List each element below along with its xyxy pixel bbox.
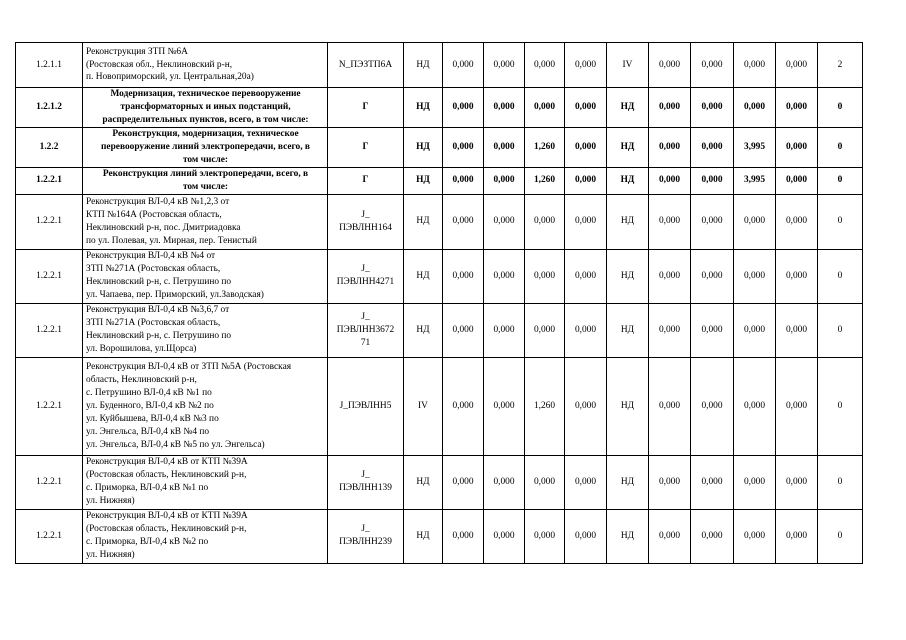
value-cell: 0,000 <box>734 249 776 303</box>
value-cell: 2 <box>818 43 863 88</box>
value-cell: 0,000 <box>484 509 525 563</box>
value-cell: НД <box>607 357 649 455</box>
value-cell: 0,000 <box>691 128 734 168</box>
value-cell: 0,000 <box>734 303 776 357</box>
value-cell: 0,000 <box>734 357 776 455</box>
value-cell: 0,000 <box>776 128 818 168</box>
row-number-cell: 1.2.2 <box>16 128 83 168</box>
value-cell: 0,000 <box>565 43 607 88</box>
value-cell: 0,000 <box>776 88 818 128</box>
value-cell: 0,000 <box>691 509 734 563</box>
value-cell: 0,000 <box>649 128 691 168</box>
value-cell: 0,000 <box>565 88 607 128</box>
investment-program-table <box>15 42 863 564</box>
value-cell: 0,000 <box>565 128 607 168</box>
value-cell: 0,000 <box>525 88 565 128</box>
project-code-cell: J_ ПЭВЛНН164 <box>328 194 404 249</box>
value-cell: 1,260 <box>525 357 565 455</box>
value-cell: 0 <box>818 128 863 168</box>
project-code-cell: J_ ПЭВЛНН4271 <box>328 249 404 303</box>
value-cell: 0 <box>818 357 863 455</box>
project-code-cell: Г <box>328 88 404 128</box>
value-cell: 0,000 <box>776 357 818 455</box>
value-cell: 0 <box>818 167 863 194</box>
project-name-cell: Реконструкция ВЛ-0,4 кВ от КТП №39А (Ростовская область, Неклиновский р-н, с. Приморка, ВЛ-0,4 кВ №2 по ул. Нижняя) <box>83 509 328 563</box>
value-cell: 0,000 <box>649 303 691 357</box>
row-number-cell: 1.2.1.2 <box>16 88 83 128</box>
value-cell: НД <box>404 43 443 88</box>
value-cell: 0,000 <box>565 455 607 509</box>
value-cell: 0,000 <box>649 249 691 303</box>
row-number-cell: 1.2.2.1 <box>16 509 83 563</box>
table-row <box>16 249 863 303</box>
value-cell: 0,000 <box>525 249 565 303</box>
value-cell: IV <box>607 43 649 88</box>
table-row <box>16 88 863 128</box>
value-cell: 0,000 <box>776 194 818 249</box>
value-cell: 0,000 <box>734 455 776 509</box>
project-code-cell: J_ ПЭВЛНН139 <box>328 455 404 509</box>
project-code-cell: J_ ПЭВЛНН3672 71 <box>328 303 404 357</box>
value-cell: 0,000 <box>691 88 734 128</box>
value-cell: 0,000 <box>649 509 691 563</box>
row-number-cell: 1.2.1.1 <box>16 43 83 88</box>
value-cell: 0,000 <box>691 303 734 357</box>
value-cell: 0,000 <box>484 43 525 88</box>
value-cell: 0,000 <box>484 88 525 128</box>
value-cell: 0,000 <box>649 455 691 509</box>
value-cell: 0,000 <box>443 43 484 88</box>
value-cell: НД <box>607 455 649 509</box>
value-cell: 0,000 <box>691 455 734 509</box>
project-name-cell: Реконструкция, модернизация, техническое перевооружение линий электропередачи, всего, в том числе: <box>83 128 328 168</box>
value-cell: 0,000 <box>443 88 484 128</box>
project-code-cell: J_ ПЭВЛНН239 <box>328 509 404 563</box>
row-number-cell: 1.2.2.1 <box>16 167 83 194</box>
value-cell: 0,000 <box>776 249 818 303</box>
value-cell: 0 <box>818 303 863 357</box>
value-cell: 0,000 <box>734 194 776 249</box>
value-cell: 0,000 <box>484 249 525 303</box>
value-cell: 0,000 <box>691 357 734 455</box>
value-cell: 0,000 <box>525 43 565 88</box>
value-cell: 3,995 <box>734 167 776 194</box>
project-name-cell: Реконструкция ВЛ-0,4 кВ от КТП №39А (Ростовская область, Неклиновский р-н, с. Приморка, ВЛ-0,4 кВ №1 по ул. Нижняя) <box>83 455 328 509</box>
value-cell: НД <box>607 249 649 303</box>
value-cell: 0,000 <box>484 357 525 455</box>
value-cell: НД <box>404 128 443 168</box>
value-cell: 0,000 <box>443 303 484 357</box>
value-cell: 0,000 <box>484 194 525 249</box>
value-cell: 0,000 <box>691 194 734 249</box>
value-cell: 0,000 <box>443 357 484 455</box>
row-number-cell: 1.2.2.1 <box>16 194 83 249</box>
table-row <box>16 128 863 168</box>
project-name-cell: Реконструкция ВЛ-0,4 кВ №3,6,7 от ЗТП №271А (Ростовская область, Неклиновский р-н, с. Петрушино по ул. Ворошилова, ул.Щорса) <box>83 303 328 357</box>
value-cell: НД <box>607 509 649 563</box>
value-cell: 0,000 <box>649 167 691 194</box>
value-cell: НД <box>404 509 443 563</box>
value-cell: 0,000 <box>565 249 607 303</box>
value-cell: 0,000 <box>525 509 565 563</box>
value-cell: 1,260 <box>525 128 565 168</box>
row-number-cell: 1.2.2.1 <box>16 357 83 455</box>
value-cell: 0,000 <box>776 303 818 357</box>
value-cell: НД <box>607 128 649 168</box>
value-cell: 0 <box>818 509 863 563</box>
value-cell: 0,000 <box>443 455 484 509</box>
value-cell: 0,000 <box>565 357 607 455</box>
value-cell: 0,000 <box>691 249 734 303</box>
value-cell: 0,000 <box>734 509 776 563</box>
value-cell: 0,000 <box>649 357 691 455</box>
value-cell: 0,000 <box>443 194 484 249</box>
value-cell: 3,995 <box>734 128 776 168</box>
value-cell: 0,000 <box>649 43 691 88</box>
table-row <box>16 357 863 455</box>
value-cell: 1,260 <box>525 167 565 194</box>
project-code-cell: N_ПЭЗТП6А <box>328 43 404 88</box>
value-cell: НД <box>607 167 649 194</box>
value-cell: 0,000 <box>734 43 776 88</box>
value-cell: 0,000 <box>565 167 607 194</box>
row-number-cell: 1.2.2.1 <box>16 249 83 303</box>
project-code-cell: J_ПЭВЛНН5 <box>328 357 404 455</box>
value-cell: 0,000 <box>443 167 484 194</box>
row-number-cell: 1.2.2.1 <box>16 455 83 509</box>
value-cell: 0,000 <box>691 167 734 194</box>
table-row <box>16 509 863 563</box>
value-cell: 0,000 <box>776 455 818 509</box>
value-cell: НД <box>404 88 443 128</box>
value-cell: 0,000 <box>776 509 818 563</box>
value-cell: 0,000 <box>484 167 525 194</box>
value-cell: 0,000 <box>525 303 565 357</box>
value-cell: НД <box>607 194 649 249</box>
value-cell: 0,000 <box>443 249 484 303</box>
value-cell: 0,000 <box>649 194 691 249</box>
value-cell: 0,000 <box>443 128 484 168</box>
value-cell: 0 <box>818 88 863 128</box>
value-cell: 0,000 <box>734 88 776 128</box>
project-name-cell: Реконструкция ЗТП №6А (Ростовская обл., Неклиновский р-н, п. Новоприморский, ул. Центральная,20а) <box>83 43 328 88</box>
value-cell: НД <box>404 167 443 194</box>
value-cell: 0,000 <box>691 43 734 88</box>
value-cell: 0,000 <box>776 43 818 88</box>
value-cell: 0 <box>818 455 863 509</box>
table-row <box>16 194 863 249</box>
table-row <box>16 455 863 509</box>
value-cell: 0,000 <box>776 167 818 194</box>
row-number-cell: 1.2.2.1 <box>16 303 83 357</box>
project-name-cell: Реконструкция линий электропередачи, всего, в том числе: <box>83 167 328 194</box>
project-name-cell: Реконструкция ВЛ-0,4 кВ от ЗТП №5А (Ростовская область, Неклиновский р-н, с. Петрушино ВЛ-0,4 кВ №1 по ул. Буденного, ВЛ-0,4 кВ №2 по ул. Куйбышева, ВЛ-0,4 кВ №3 по ул. Энгельса, ВЛ-0,4 кВ №4 по ул. Энгельса, ВЛ-0,4 кВ №5 по ул. Энгельса) <box>83 357 328 455</box>
value-cell: 0,000 <box>565 509 607 563</box>
project-name-cell: Модернизация, техническое перевооружение трансформаторных и иных подстанций, распределительных пунктов, всего, в том числе: <box>83 88 328 128</box>
value-cell: 0,000 <box>484 303 525 357</box>
value-cell: НД <box>404 194 443 249</box>
value-cell: 0 <box>818 249 863 303</box>
project-code-cell: Г <box>328 167 404 194</box>
table-row <box>16 43 863 88</box>
value-cell: 0,000 <box>565 303 607 357</box>
value-cell: НД <box>404 249 443 303</box>
value-cell: IV <box>404 357 443 455</box>
value-cell: НД <box>404 303 443 357</box>
value-cell: 0,000 <box>443 509 484 563</box>
table-body <box>16 43 863 564</box>
project-name-cell: Реконструкция ВЛ-0,4 кВ №4 от ЗТП №271А (Ростовская область, Неклиновский р-н, с. Петрушино по ул. Чапаева, пер. Приморский, ул.Заводская) <box>83 249 328 303</box>
project-code-cell: Г <box>328 128 404 168</box>
value-cell: НД <box>607 88 649 128</box>
value-cell: 0,000 <box>525 455 565 509</box>
value-cell: 0,000 <box>484 455 525 509</box>
value-cell: 0,000 <box>525 194 565 249</box>
value-cell: 0,000 <box>484 128 525 168</box>
value-cell: 0,000 <box>565 194 607 249</box>
value-cell: НД <box>607 303 649 357</box>
project-name-cell: Реконструкция ВЛ-0,4 кВ №1,2,3 от КТП №164А (Ростовская область, Неклиновский р-н, пос. Дмитриадовка по ул. Полевая, ул. Мирная, пер. Тенистый <box>83 194 328 249</box>
table-row <box>16 303 863 357</box>
value-cell: НД <box>404 455 443 509</box>
value-cell: 0,000 <box>649 88 691 128</box>
table-row <box>16 167 863 194</box>
value-cell: 0 <box>818 194 863 249</box>
